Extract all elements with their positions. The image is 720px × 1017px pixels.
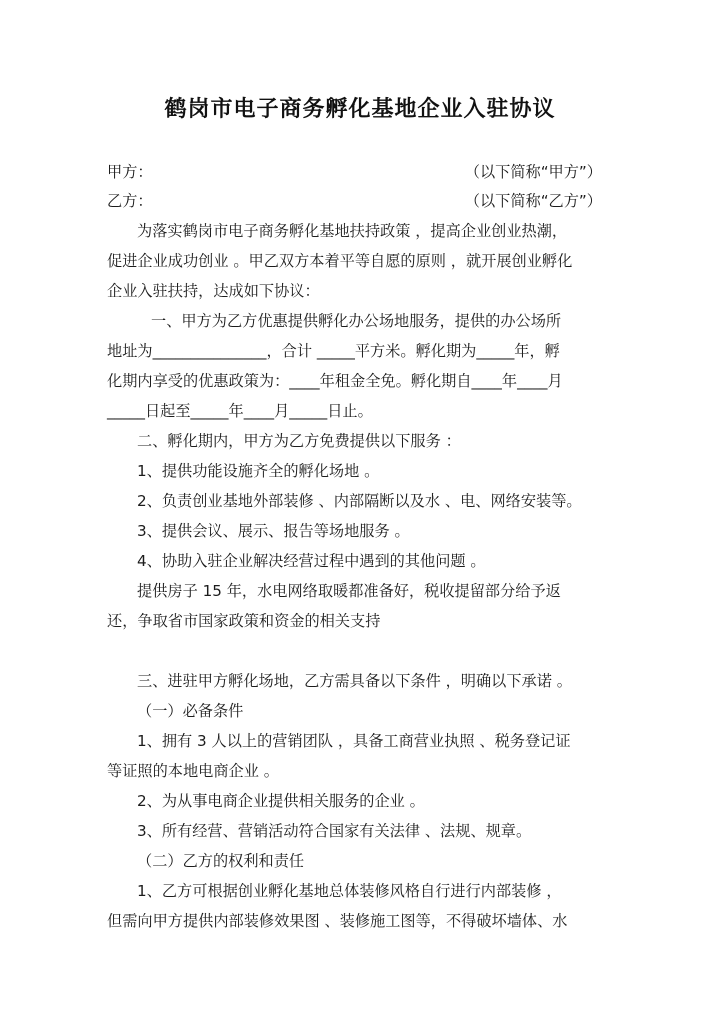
preamble-line-3: 企业入驻扶持，达成如下协议：	[107, 282, 320, 300]
party-a-line	[107, 162, 602, 182]
clause-1-line-3: 化期内享受的优惠政策为：____年租金全免。孵化期自____年____月	[107, 372, 563, 390]
clause-1-line-1: 一、甲方为乙方优惠提供孵化办公场地服务，提供的办公场所	[151, 312, 562, 330]
party-a-label: 甲方：	[107, 163, 153, 181]
condition-3: 3、所有经营、营销活动符合国家有关法律 、法规、规章。	[137, 822, 532, 840]
clause-2-item-4: 4、协助入驻企业解决经营过程中遇到的其他问题 。	[137, 552, 486, 570]
note-line-1: 提供房子 15 年，水电网络取暖都准备好，税收提留部分给予返	[137, 582, 561, 600]
condition-1-line-1: 1、拥有 3 人以上的营销团队 ，具备工商营业执照 、税务登记证	[137, 732, 571, 750]
party-a-alias: （以下简称“甲方”）	[464, 163, 602, 181]
clause-2-item-3: 3、提供会议、展示、报告等场地服务 。	[137, 522, 410, 540]
clause-1-line-4: _____日起至_____年____月_____日止。	[107, 402, 373, 420]
clause-2-item-2: 2、负责创业基地外部装修 、内部隔断以及水 、电、网络安装等。	[137, 492, 582, 510]
clause-1-line-2: 地址为_______________，合计 _____平方米。孵化期为_____年，孵	[107, 342, 560, 360]
party-b-line	[107, 191, 602, 211]
right-1-line-2: 但需向甲方提供内部装修效果图 、装修施工图等，不得破坏墙体、水	[107, 912, 568, 930]
party-b-label: 乙方：	[107, 192, 153, 210]
clause-2-heading: 二、孵化期内，甲方为乙方免费提供以下服务 ：	[137, 432, 461, 450]
note-line-2: 还，争取省市国家政策和资金的相关支持	[107, 612, 381, 630]
condition-1-line-2: 等证照的本地电商企业 。	[107, 762, 279, 780]
party-b-alias: （以下简称“乙方”）	[464, 192, 602, 210]
preamble-line-2: 促进企业成功创业 。甲乙双方本着平等自愿的原则 ，就开展创业孵化	[107, 252, 573, 270]
section-rights-responsibilities: （二）乙方的权利和责任	[137, 852, 305, 870]
clause-2-item-1: 1、提供功能设施齐全的孵化场地 。	[137, 462, 380, 480]
preamble-line-1: 为落实鹤岗市电子商务孵化基地扶持政策 ，提高企业创业热潮，	[137, 222, 568, 240]
right-1-line-1: 1、乙方可根据创业孵化基地总体装修风格自行进行内部装修 ，	[137, 882, 562, 900]
clause-3-heading: 三、进驻甲方孵化场地，乙方需具备以下条件 ，明确以下承诺 。	[137, 672, 572, 690]
condition-2: 2、为从事电商企业提供相关服务的企业 。	[137, 792, 425, 810]
document-title: 鹤岗市电子商务孵化基地企业入驻协议	[164, 96, 556, 122]
section-required-conditions: （一）必备条件	[137, 702, 244, 720]
